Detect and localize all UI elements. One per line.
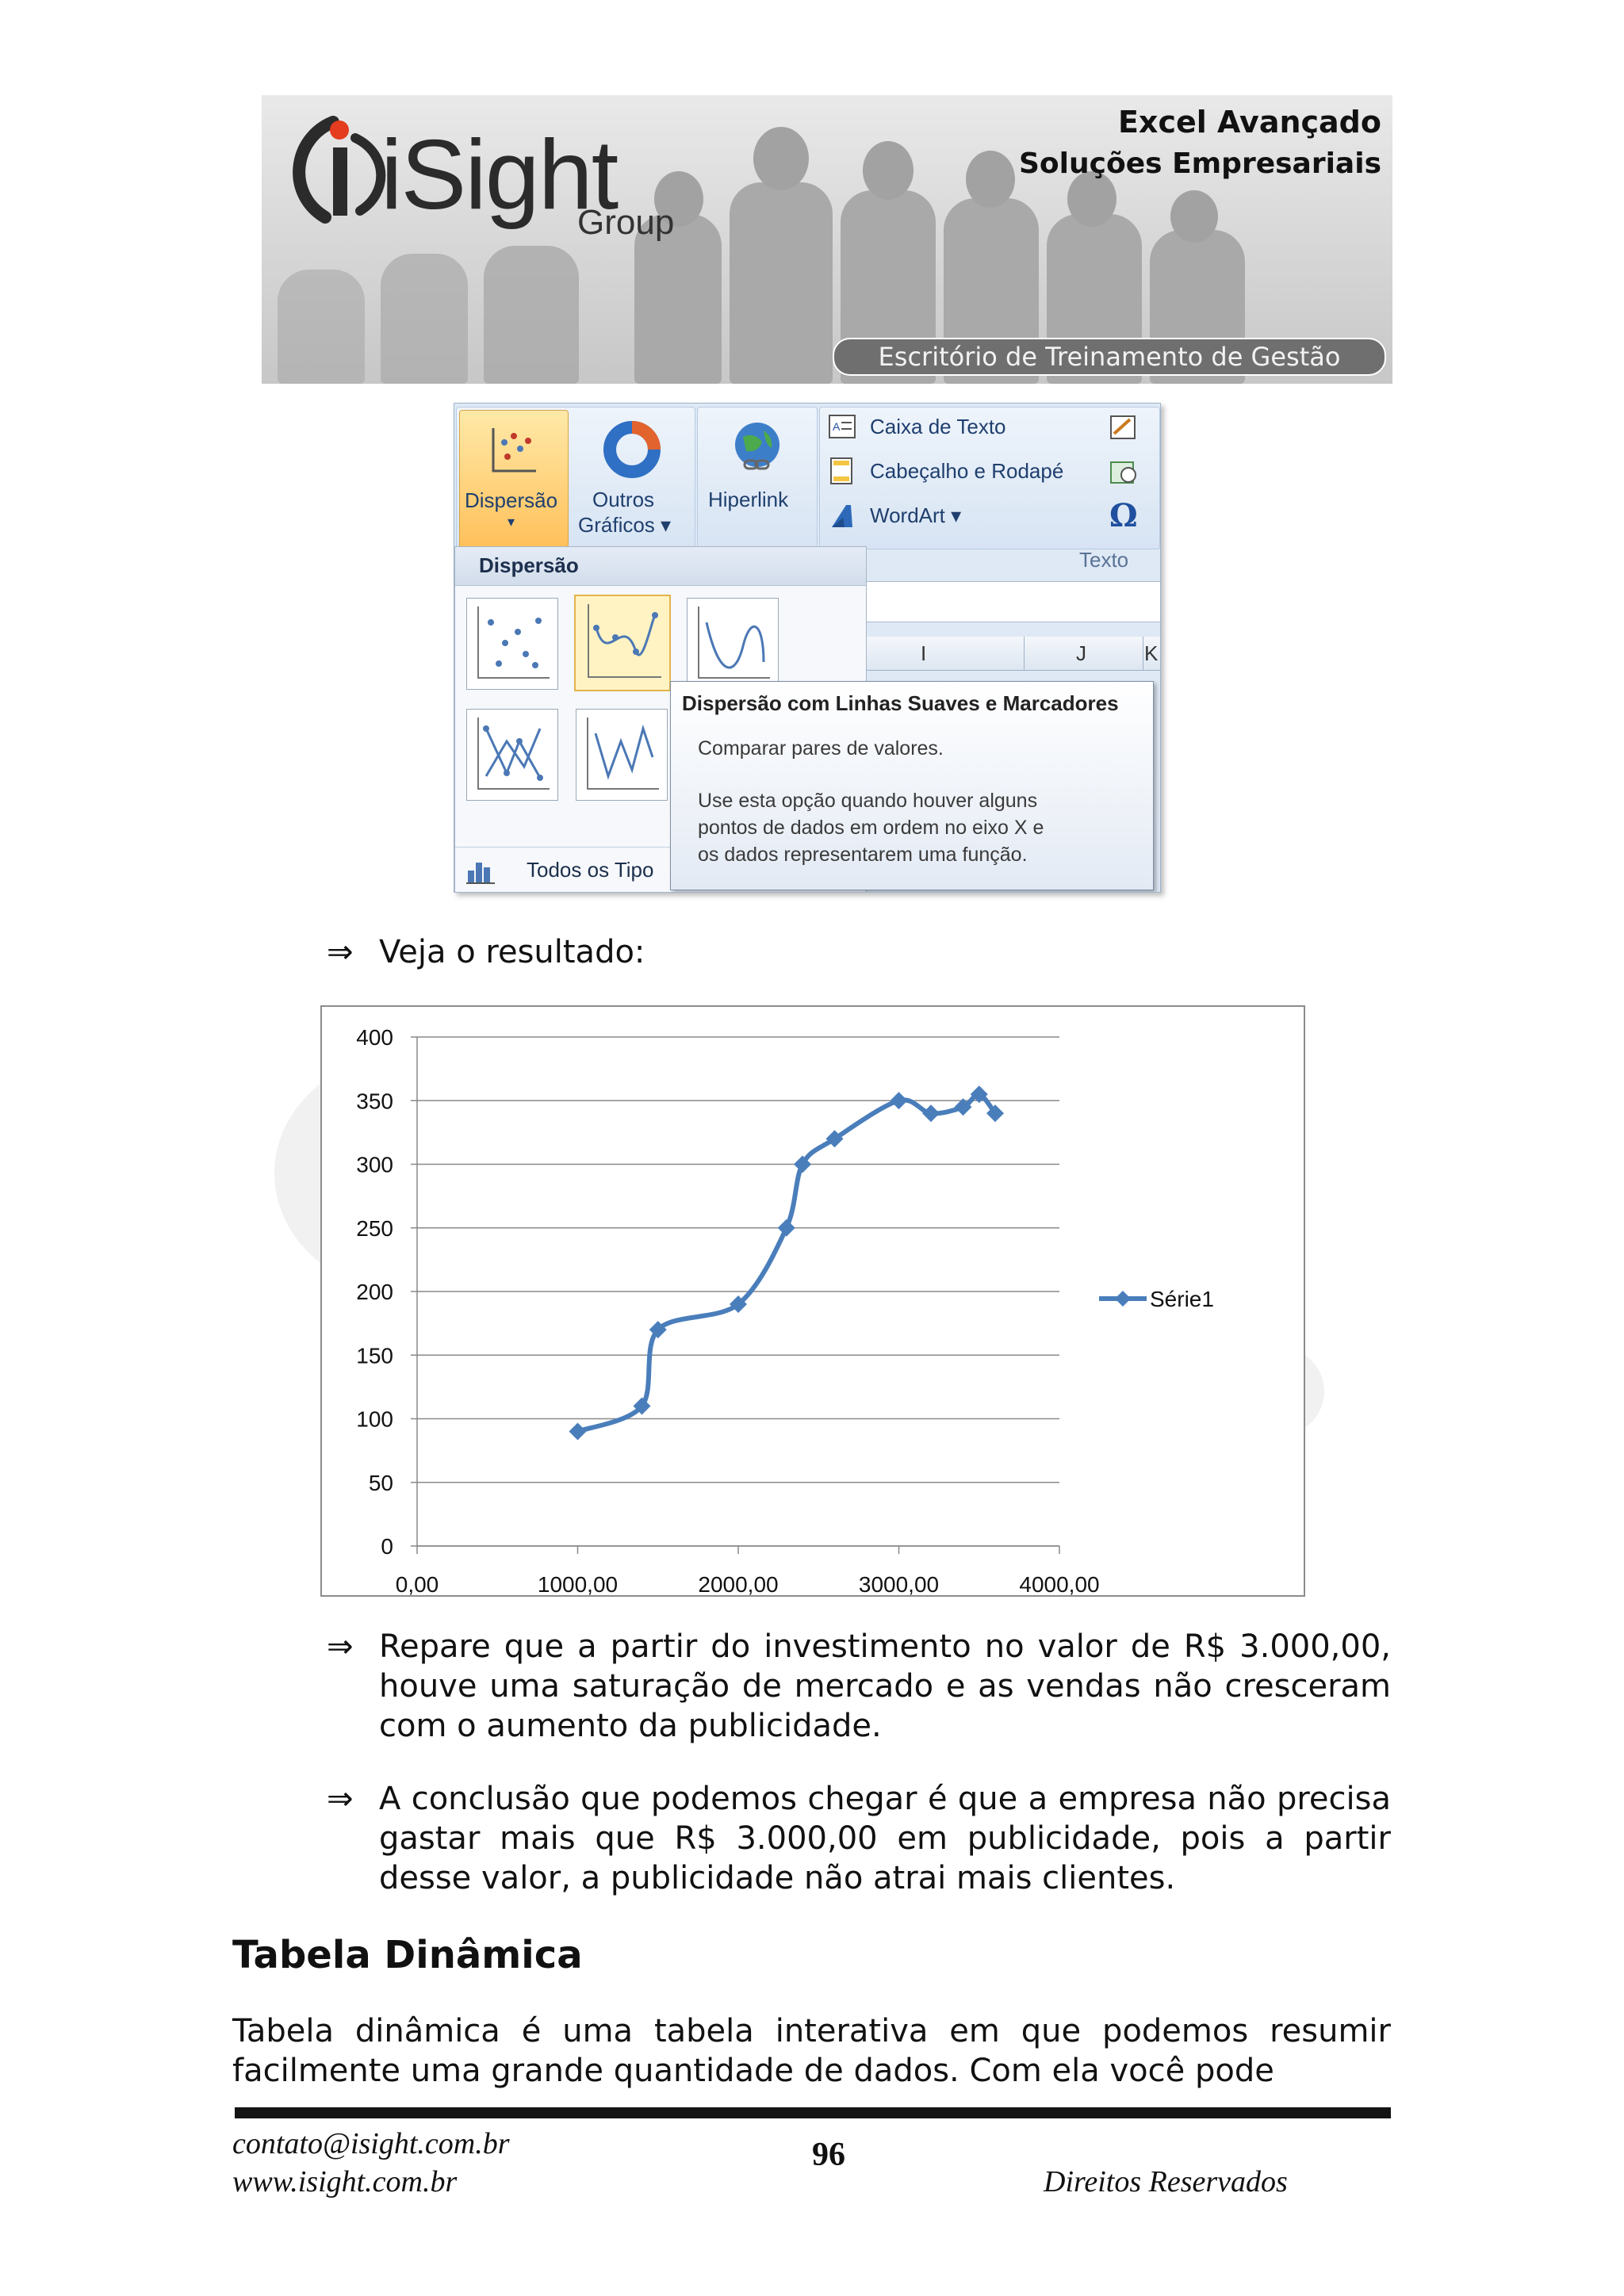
texto-group-label: Texto [1079,548,1129,572]
symbol-omega-icon[interactable]: Ω [1109,497,1138,534]
scatter-smooth-markers-icon [576,596,669,690]
column-header-k[interactable]: K [1144,641,1159,665]
logo-wordmark: iSight [381,121,618,230]
x-tick-label: 3000,00 [858,1572,940,1595]
todos-os-tipos-label: Todos os Tipo [527,858,654,882]
section-title: Tabela Dinâmica [232,1933,583,1977]
dropdown-arrow-icon: ▾ [508,514,515,530]
globe-link-icon [727,418,787,478]
footer-email[interactable]: contato@isight.com.br [232,2127,510,2160]
scatter-smooth-lines-icon [688,599,778,689]
y-tick-label: 50 [368,1470,393,1495]
page-number: 96 [812,2137,845,2173]
tooltip-line-1: Comparar pares de valores. [698,737,944,760]
date-time-icon[interactable] [1109,459,1141,486]
scatter-smooth-markers-option[interactable] [574,595,671,691]
caixa-de-texto-label: Caixa de Texto [870,415,1006,438]
x-tick-label: 0,00 [395,1572,439,1595]
all-chart-types-icon [466,858,496,885]
scatter-chart [320,1005,1305,1597]
data-point-marker [569,1423,587,1441]
scatter-markers-only-option[interactable] [466,598,558,690]
footer-rights: Direitos Reservados [1044,2165,1288,2198]
legend-label: Série1 [1150,1287,1214,1311]
column-header-i[interactable]: I [865,637,1025,670]
silhouette [730,182,833,384]
todos-os-tipos-button[interactable] [458,851,696,890]
tooltip-line-3: pontos de dados em ordem no eixo X e [698,817,1044,839]
scatter-smooth-lines-option[interactable] [687,598,779,690]
header-subtitle: Soluções Empresariais [1019,147,1381,180]
silhouette [484,246,579,384]
y-tick-label: 0 [381,1534,393,1559]
y-tick-label: 200 [356,1280,393,1304]
silhouette-head [966,151,1015,208]
silhouette [278,270,365,384]
wordart-icon [829,502,859,530]
footer-rule [235,2107,1391,2118]
x-tick-label: 1000,00 [537,1572,619,1595]
silhouette-head [1170,190,1218,243]
x-tick-label: 2000,00 [698,1572,779,1595]
silhouette-head [753,127,809,190]
bullet-saturacao: Repare que a partir do investimento no valor de R$ 3.000,00, houve uma saturação de mercado e as vendas não cresceram com o aumento da publicidade. [379,1628,1391,1744]
wordart-label: WordArt ▾ [870,503,962,527]
scatter-straight-markers-icon [467,710,557,800]
scatter-straight-lines-icon [576,710,667,800]
text-box-icon [829,415,856,438]
svg-text:A: A [833,420,841,433]
data-point-marker [891,1092,908,1109]
wordart-button[interactable] [829,502,1027,532]
silhouette [381,254,468,384]
header-tagline: Escritório de Treinamento de Gestão [833,338,1386,376]
series-line [578,1094,996,1431]
signature-line-icon[interactable] [1109,415,1138,442]
donut-chart-icon [600,418,664,481]
x-tick-label: 4000,00 [1019,1572,1100,1595]
dispersao-label: Dispersão [465,488,558,512]
hiperlink-button[interactable] [700,410,813,548]
y-tick-label: 150 [356,1343,393,1368]
y-tick-label: 400 [356,1025,393,1050]
hiperlink-label: Hiperlink [708,488,789,511]
caixa-de-texto-button[interactable] [829,413,1130,443]
y-tick-label: 300 [356,1152,393,1177]
scatter-markers-icon [467,599,557,689]
chart-type-tooltip [670,681,1154,890]
legend-marker [1115,1291,1131,1307]
footer-website[interactable]: www.isight.com.br [232,2165,458,2198]
bullet-arrow-icon: ⇒ [327,934,354,970]
column-header-j[interactable]: J [1024,637,1143,670]
outros-graficos-button[interactable] [572,410,691,548]
excel-ribbon-screenshot [454,403,1161,893]
y-tick-label: 100 [356,1406,393,1432]
formula-bar[interactable] [865,581,1160,622]
section-paragraph: Tabela dinâmica é uma tabela interativa em que podemos resumir facilmente uma grande quantidade de dados. Com ela você pode [232,2013,1391,2089]
y-tick-label: 250 [356,1215,393,1241]
column-headers [865,637,1160,671]
header-title: Excel Avançado [1117,105,1381,140]
tooltip-line-4: os dados representarem uma função. [698,844,1028,866]
header-banner [262,95,1392,384]
bullet-arrow-icon: ⇒ [327,1628,354,1665]
cabecalho-rodape-label: Cabeçalho e Rodapé [870,459,1064,483]
bullet-arrow-icon: ⇒ [327,1781,354,1817]
logo-group-text: Group [577,203,675,242]
scatter-straight-lines-option[interactable] [576,709,668,801]
y-tick-label: 350 [356,1089,393,1114]
outros-label: Outros [592,488,655,511]
tooltip-line-2: Use esta opção quando houver alguns [698,790,1038,812]
silhouette-head [863,141,914,200]
scatter-chart-icon [488,425,539,476]
gallery-title: Dispersão [479,553,579,577]
tooltip-title: Dispersão com Linhas Suaves e Marcadores [682,691,1119,715]
bullet-conclusao: A conclusão que podemos chegar é que a empresa não precisa gastar mais que R$ 3.000,00 em publicidade, pois a partir desse valor, a publicidade não atrai mais clientes. [379,1781,1391,1896]
scatter-straight-markers-option[interactable] [466,709,558,801]
dispersao-button[interactable] [459,410,569,549]
graficos-label: Gráficos ▾ [578,513,672,537]
bullet-veja-resultado: Veja o resultado: [379,934,645,970]
data-point-marker [778,1219,795,1237]
header-footer-icon [830,457,854,486]
data-point-marker [922,1104,940,1122]
cabecalho-rodape-button[interactable] [829,457,1130,488]
chart-canvas [322,1007,1304,1595]
gallery-header [455,547,866,586]
